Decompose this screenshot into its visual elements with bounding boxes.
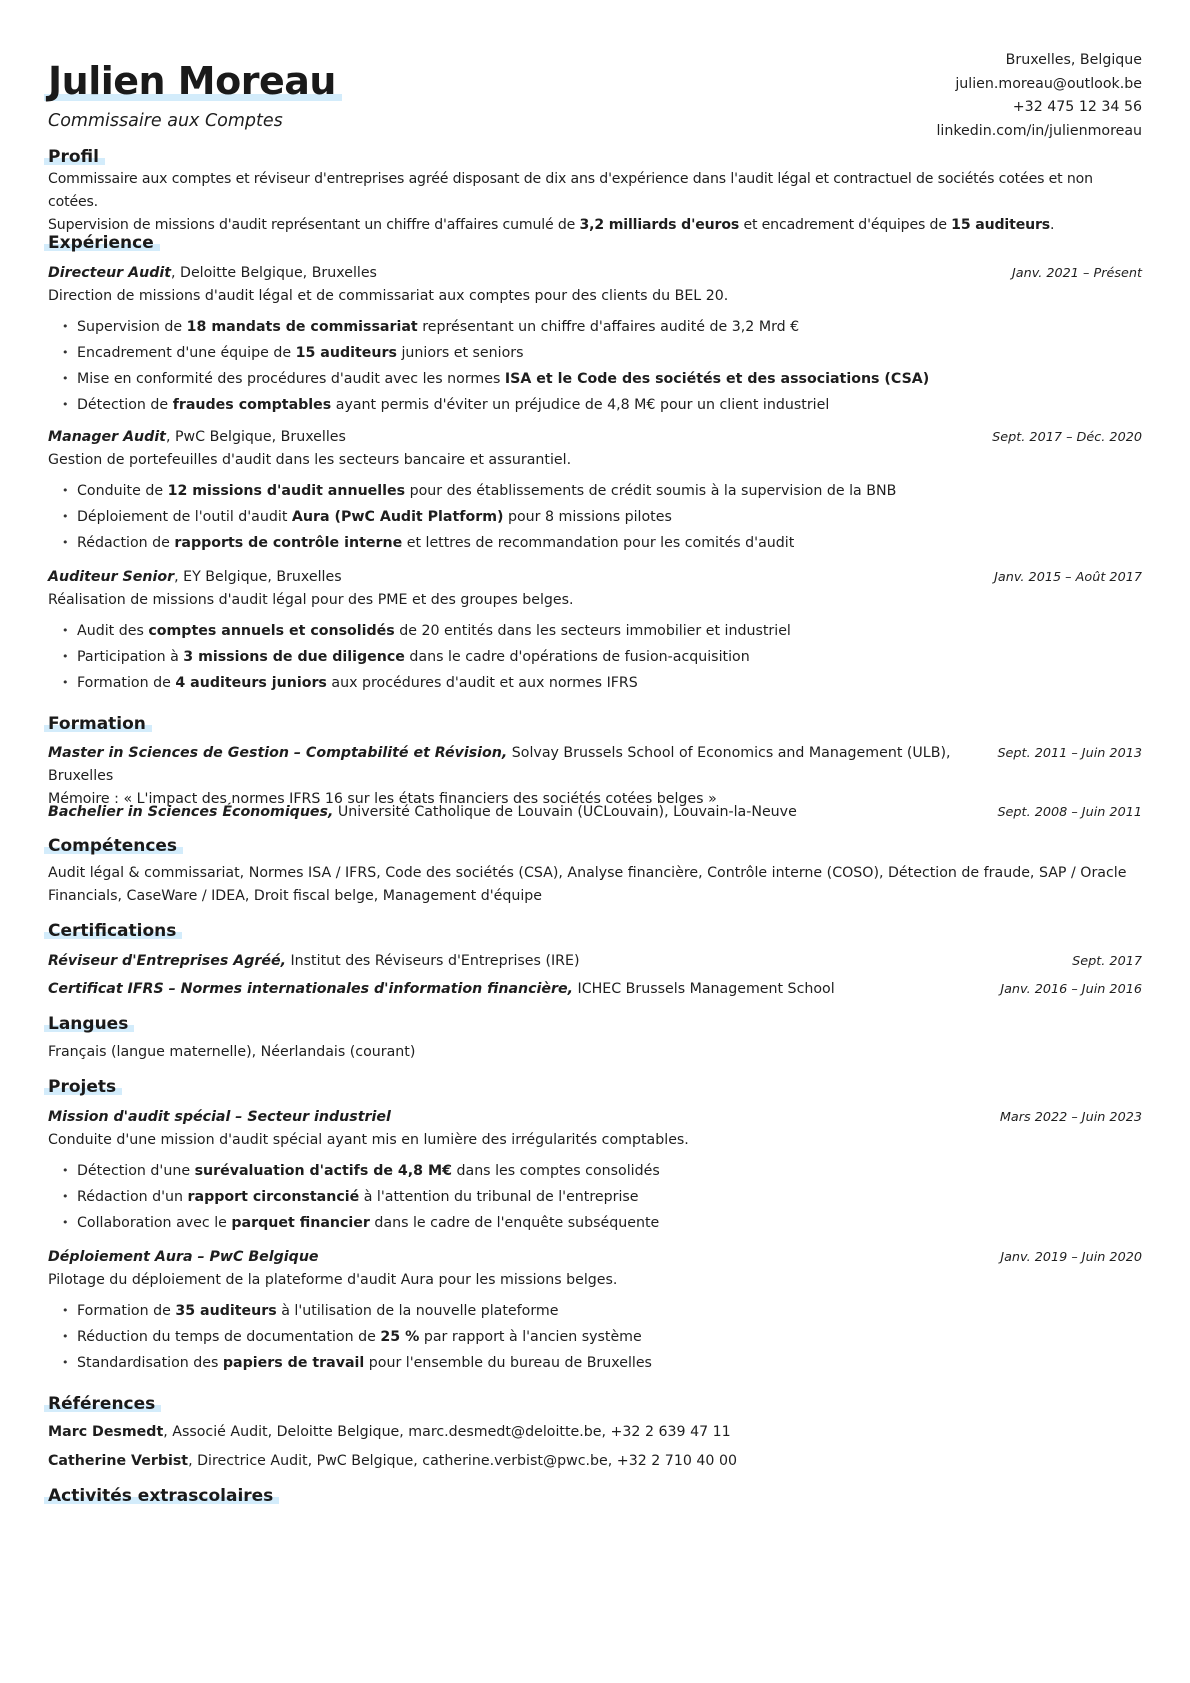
section-title-text: Profil <box>44 147 105 167</box>
reference-name: Marc Desmedt <box>48 1423 164 1440</box>
text-segment: dans les comptes consolidés <box>451 1163 660 1179</box>
contact-email[interactable]: julien.moreau@outlook.be <box>955 75 1142 92</box>
text-segment: aux procédures d'audit et aux normes IFRS <box>326 675 638 691</box>
project-summary: Pilotage du déploiement de la plateforme d'audit Aura pour les missions belges. <box>48 1272 618 1288</box>
certification-issuer: ICHEC Brussels Management School <box>573 981 835 997</box>
project-date: Mars 2022 – Juin 2023 <box>999 1110 1142 1125</box>
section-education <box>48 713 1142 736</box>
bullet-item <box>62 644 1142 670</box>
emphasis-text: 4 auditeurs juniors <box>175 675 327 691</box>
bullet-item <box>62 1298 1142 1324</box>
education-degree: Bachelier in Sciences Économiques, <box>48 804 334 820</box>
bullet-item <box>62 1350 1142 1376</box>
experience-summary: Réalisation de missions d'audit légal pour des PME et des groupes belges. <box>48 592 574 608</box>
candidate-name <box>48 59 342 103</box>
section-title-text: Compétences <box>44 836 183 856</box>
profile-line <box>48 168 1142 214</box>
text-segment: Commissaire aux comptes et réviseur d'entreprises agréé disposant de dix ans d'expérience dans l'audit légal et contractuel de sociétés cotées et non cotées. <box>48 170 1093 210</box>
text-segment: Déploiement de l'outil d'audit <box>77 509 292 525</box>
emphasis-text: 12 missions d'audit annuelles <box>167 483 406 499</box>
bullet-item <box>62 1184 1142 1210</box>
experience-bullets <box>48 618 1142 696</box>
section-certifications <box>48 920 1142 943</box>
text-segment: Collaboration avec le <box>77 1215 232 1231</box>
certification-row <box>48 978 1142 1001</box>
experience-header <box>48 426 1142 449</box>
experience-bullets <box>48 314 1142 418</box>
text-segment: Encadrement d'une équipe de <box>77 345 296 361</box>
experience-summary: Direction de missions d'audit légal et de commissariat aux comptes pour des clients du BEL 20. <box>48 288 729 304</box>
certification-issuer: Institut des Réviseurs d'Entreprises (IRE) <box>285 953 580 969</box>
text-segment: Détection d'une <box>77 1163 195 1179</box>
section-references <box>48 1393 1142 1473</box>
experience-header <box>48 566 1142 589</box>
text-segment: pour 8 missions pilotes <box>503 509 672 525</box>
emphasis-text: 15 auditeurs <box>295 345 397 361</box>
section-title-activities <box>48 1485 279 1508</box>
emphasis-text: Aura (PwC Audit Platform) <box>291 509 504 525</box>
section-title-text: Langues <box>44 1014 134 1034</box>
project-header <box>48 1106 1142 1129</box>
emphasis-text: papiers de travail <box>222 1355 365 1371</box>
certification-row <box>48 950 1142 973</box>
bullet-item <box>62 478 1142 504</box>
contact-linkedin[interactable]: linkedin.com/in/julienmoreau <box>936 122 1142 139</box>
reference-details: , Associé Audit, Deloitte Belgique, marc.desmedt@deloitte.be, +32 2 639 47 11 <box>163 1423 731 1440</box>
reference-details: , Directrice Audit, PwC Belgique, catherine.verbist@pwc.be, +32 2 710 40 00 <box>188 1452 738 1469</box>
experience-org: , Deloitte Belgique, Bruxelles <box>171 265 377 281</box>
section-title-text: Références <box>44 1394 161 1414</box>
emphasis-text: 35 auditeurs <box>175 1303 277 1319</box>
section-title-text: Expérience <box>44 233 160 253</box>
text-segment: et encadrement d'équipes de <box>739 216 952 233</box>
section-title-experience <box>48 232 160 255</box>
section-title-languages <box>48 1013 134 1036</box>
bullet-item <box>62 504 1142 530</box>
certification-date: Janv. 2016 – Juin 2016 <box>1000 982 1142 997</box>
section-title-profile <box>48 146 105 169</box>
contact-block <box>936 49 1142 143</box>
section-title-text: Formation <box>44 714 152 734</box>
education-school: Solvay Brussels School of Economics and Management (ULB), Bruxelles <box>48 745 951 784</box>
emphasis-text: surévaluation d'actifs de 4,8 M€ <box>194 1163 452 1179</box>
experience-item <box>48 566 1142 696</box>
skills-line: Financials, CaseWare / IDEA, Droit fiscal belge, Management d'équipe <box>48 887 543 904</box>
emphasis-text: 18 mandats de commissariat <box>186 319 418 335</box>
text-segment: de 20 entités dans les secteurs immobilier et industriel <box>394 623 791 639</box>
text-segment: . <box>1050 216 1055 233</box>
bullet-item <box>62 1210 1142 1236</box>
experience-role: Directeur Audit <box>48 265 171 281</box>
text-segment: juniors et seniors <box>396 345 524 361</box>
section-profile <box>48 146 1142 237</box>
experience-item <box>48 426 1142 556</box>
emphasis-text: rapports de contrôle interne <box>174 535 403 551</box>
emphasis-text: comptes annuels et consolidés <box>148 623 395 639</box>
education-note: Mémoire : « L'impact des normes IFRS 16 sur les états financiers des sociétés cotées belges » <box>48 791 717 807</box>
text-segment: ayant permis d'éviter un préjudice de 4,8 M€ pour un client industriel <box>331 397 830 413</box>
text-segment: Conduite de <box>77 483 168 499</box>
experience-org: , PwC Belgique, Bruxelles <box>165 429 346 445</box>
section-title-education <box>48 713 152 736</box>
text-segment: Mise en conformité des procédures d'audit avec les normes <box>77 371 505 387</box>
bullet-item <box>62 314 1142 340</box>
project-name: Déploiement Aura – PwC Belgique <box>48 1249 319 1265</box>
text-segment: Audit des <box>77 623 149 639</box>
text-segment: Formation de <box>77 1303 176 1319</box>
section-experience <box>48 232 1142 255</box>
reference-item <box>48 1450 1142 1473</box>
project-summary: Conduite d'une mission d'audit spécial ayant mis en lumière des irrégularités comptables. <box>48 1132 689 1148</box>
text-segment: Rédaction d'un <box>77 1189 188 1205</box>
text-segment: et lettres de recommandation pour les comités d'audit <box>402 535 795 551</box>
text-segment: Supervision de <box>77 319 187 335</box>
candidate-name-text: Julien Moreau <box>44 59 342 103</box>
contact-location: Bruxelles, Belgique <box>1005 52 1142 68</box>
experience-summary: Gestion de portefeuilles d'audit dans les secteurs bancaire et assurantiel. <box>48 452 572 468</box>
education-school: Université Catholique de Louvain (UCLouvain), Louvain-la-Neuve <box>333 804 797 820</box>
project-bullets <box>48 1298 1142 1376</box>
experience-item <box>48 262 1142 418</box>
bullet-item <box>62 1324 1142 1350</box>
section-title-text: Projets <box>44 1077 122 1097</box>
education-date: Sept. 2011 – Juin 2013 <box>997 746 1142 761</box>
experience-role: Auditeur Senior <box>48 569 175 585</box>
bullet-item <box>62 1158 1142 1184</box>
project-header <box>48 1246 1142 1269</box>
experience-bullets <box>48 478 1142 556</box>
emphasis-text: ISA et le Code des sociétés et des associations (CSA) <box>504 371 930 387</box>
project-bullets <box>48 1158 1142 1236</box>
text-segment: représentant un chiffre d'affaires audité de 3,2 Mrd € <box>417 319 800 335</box>
emphasis-text: 25 % <box>380 1329 420 1345</box>
bullet-item <box>62 618 1142 644</box>
skills-line: Audit légal & commissariat, Normes ISA / IFRS, Code des sociétés (CSA), Analyse financière, Contrôle interne (COSO), Détection de fraude, SAP / Oracle <box>48 864 1127 881</box>
education-item <box>48 801 1142 824</box>
job-title: Commissaire aux Comptes <box>48 111 283 131</box>
bullet-item <box>62 670 1142 696</box>
experience-date: Janv. 2015 – Août 2017 <box>994 570 1142 585</box>
emphasis-text: 15 auditeurs <box>951 216 1051 233</box>
certification-name: Réviseur d'Entreprises Agréé, <box>48 953 286 969</box>
section-title-projects <box>48 1076 122 1099</box>
emphasis-text: fraudes comptables <box>172 397 332 413</box>
project-date: Janv. 2019 – Juin 2020 <box>1000 1250 1142 1265</box>
certification-item <box>48 978 1142 1001</box>
education-date: Sept. 2008 – Juin 2011 <box>997 805 1142 820</box>
profile-summary <box>48 168 1142 237</box>
experience-role: Manager Audit <box>48 429 166 445</box>
languages-text: Français (langue maternelle), Néerlandais (courant) <box>48 1043 416 1060</box>
section-title-text: Activités extrascolaires <box>44 1486 279 1506</box>
bullet-item <box>62 530 1142 556</box>
section-title-certifications <box>48 920 182 943</box>
bullet-item <box>62 366 1142 392</box>
section-activities <box>48 1485 1142 1508</box>
education-header <box>48 801 1142 824</box>
project-name: Mission d'audit spécial – Secteur industriel <box>48 1109 391 1125</box>
experience-header <box>48 262 1142 285</box>
project-item <box>48 1246 1142 1376</box>
emphasis-text: rapport circonstancié <box>187 1189 360 1205</box>
text-segment: à l'attention du tribunal de l'entreprise <box>359 1189 639 1205</box>
text-segment: Supervision de missions d'audit représentant un chiffre d'affaires cumulé de <box>48 216 580 233</box>
certification-name: Certificat IFRS – Normes internationales d'information financière, <box>48 981 574 997</box>
section-projects <box>48 1076 1142 1099</box>
bullet-item <box>62 340 1142 366</box>
section-languages <box>48 1013 1142 1064</box>
section-title-references <box>48 1393 161 1416</box>
education-degree: Master in Sciences de Gestion – Comptabilité et Révision, <box>48 745 508 761</box>
text-segment: Réduction du temps de documentation de <box>77 1329 381 1345</box>
education-header <box>48 742 1142 788</box>
section-title-skills <box>48 835 183 858</box>
project-item <box>48 1106 1142 1236</box>
section-skills <box>48 835 1142 908</box>
text-segment: Participation à <box>77 649 184 665</box>
text-segment: Rédaction de <box>77 535 175 551</box>
text-segment: Standardisation des <box>77 1355 223 1371</box>
text-segment: Détection de <box>77 397 173 413</box>
reference-name: Catherine Verbist <box>48 1452 189 1469</box>
certification-item <box>48 950 1142 973</box>
section-title-text: Certifications <box>44 921 182 941</box>
experience-org: , EY Belgique, Bruxelles <box>174 569 342 585</box>
contact-phone[interactable]: +32 475 12 34 56 <box>1012 99 1142 115</box>
text-segment: dans le cadre de l'enquête subséquente <box>369 1215 660 1231</box>
bullet-item <box>62 392 1142 418</box>
experience-date: Janv. 2021 – Présent <box>1011 266 1142 281</box>
text-segment: pour l'ensemble du bureau de Bruxelles <box>364 1355 652 1371</box>
resume-header <box>0 0 1190 150</box>
text-segment: dans le cadre d'opérations de fusion-acquisition <box>404 649 750 665</box>
emphasis-text: 3,2 milliards d'euros <box>579 216 740 233</box>
certification-date: Sept. 2017 <box>1072 954 1142 969</box>
emphasis-text: parquet financier <box>231 1215 370 1231</box>
skills-list <box>48 862 1142 908</box>
experience-date: Sept. 2017 – Déc. 2020 <box>992 430 1142 445</box>
text-segment: par rapport à l'ancien système <box>419 1329 642 1345</box>
reference-item <box>48 1421 1142 1444</box>
emphasis-text: 3 missions de due diligence <box>183 649 405 665</box>
text-segment: à l'utilisation de la nouvelle plateforme <box>276 1303 559 1319</box>
text-segment: pour des établissements de crédit soumis à la supervision de la BNB <box>405 483 897 499</box>
text-segment: Formation de <box>77 675 176 691</box>
